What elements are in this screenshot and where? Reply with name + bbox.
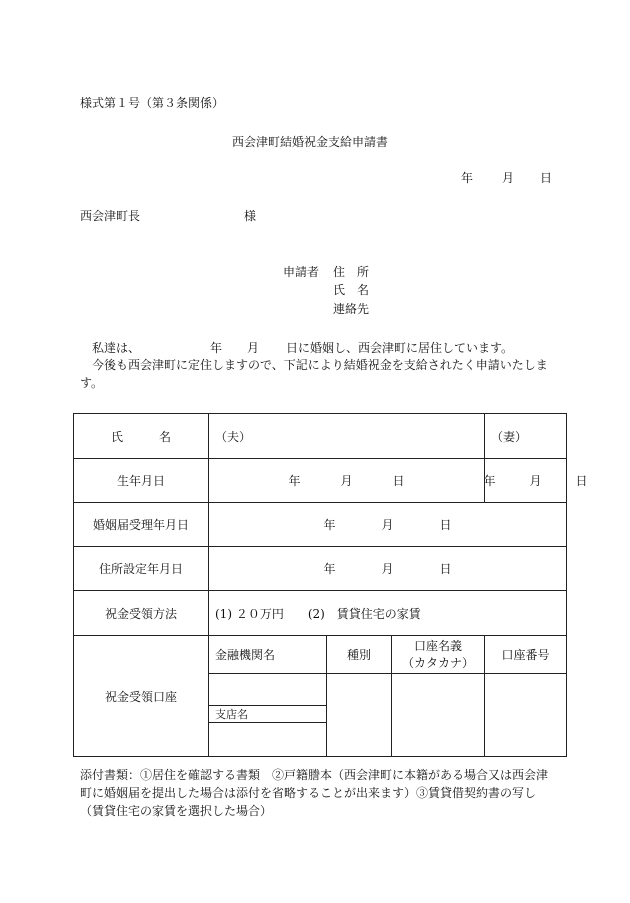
table-row xyxy=(74,591,567,636)
year-label: 年 xyxy=(323,562,336,576)
account-type-input[interactable] xyxy=(327,674,392,757)
attachments-note: 添付書類：①居住を確認する書類 ②戸籍謄本（西会津町に本籍がある場合又は西会津町に婚姻届を提出した場合は添付を省略することが出来ます）③賃貸借契約書の写し（賃貸住宅の家賃を選択した場合） xyxy=(80,768,549,818)
branch-name-input[interactable] xyxy=(209,723,327,757)
table-row xyxy=(74,503,567,547)
table-row xyxy=(74,459,567,503)
statement-line-2: 今後も西会津町に定住しますので、下記により結婚祝金を支給されたく申請いたします。 xyxy=(80,358,548,390)
wife-birth-cell[interactable] xyxy=(483,459,588,503)
name-label: 氏 名 xyxy=(74,414,209,459)
marriage-date-label: 婚姻届受理年月日 xyxy=(74,503,209,547)
statement-day-suffix: 日に婚姻し、西会津町に居住しています。 xyxy=(286,341,514,355)
address-set-date xyxy=(215,560,560,577)
wife-label: （妻） xyxy=(491,429,528,444)
husband-birth-cell[interactable] xyxy=(209,459,485,503)
applicant-label: 申請者 xyxy=(283,265,320,279)
account-holder-header xyxy=(392,636,485,674)
applicant-address-label: 住 所 xyxy=(333,265,370,279)
month-label: 月 xyxy=(529,474,542,488)
day-label: 日 xyxy=(439,562,452,576)
date-day-label: 日 xyxy=(540,171,553,185)
month-label: 月 xyxy=(381,562,394,576)
account-holder-label: 口座名義 xyxy=(414,638,463,653)
account-holder-kana-label: （カタカナ） xyxy=(402,655,475,670)
birth-date-label: 生年月日 xyxy=(74,459,209,503)
table-row xyxy=(74,547,567,591)
receipt-method-label: 祝金受領方法 xyxy=(74,591,209,636)
statement-prefix: 私達は、 xyxy=(92,341,141,355)
bank-name-label: 金融機関名 xyxy=(209,636,327,674)
wife-name-cell[interactable] xyxy=(485,414,567,459)
application-table xyxy=(73,413,588,757)
date-year-label: 年 xyxy=(461,171,474,185)
month-label: 月 xyxy=(340,474,353,488)
year-label: 年 xyxy=(288,474,301,488)
page-title: 西会津町結婚祝金支給申請書 xyxy=(232,135,389,149)
account-type-label: 種別 xyxy=(327,636,392,674)
day-label: 日 xyxy=(439,518,452,532)
table-row xyxy=(74,414,567,459)
branch-name-label: 支店名 xyxy=(209,706,327,723)
applicant-contact-label: 連絡先 xyxy=(333,302,370,316)
day-label: 日 xyxy=(392,474,405,488)
address-set-date-label: 住所設定年月日 xyxy=(74,547,209,591)
statement-year: 年 xyxy=(210,341,223,355)
bank-name-input[interactable] xyxy=(209,674,327,706)
table-row xyxy=(74,636,567,674)
receipt-method-options[interactable]: (1) ２０万円 (2) 賃貸住宅の家賃 xyxy=(209,591,567,636)
husband-name-cell[interactable] xyxy=(209,414,485,459)
month-label: 月 xyxy=(381,518,394,532)
year-label: 年 xyxy=(483,474,496,488)
applicant-name-label: 氏 名 xyxy=(333,283,370,297)
husband-birth-date xyxy=(215,472,478,489)
address-set-date-cell[interactable] xyxy=(209,547,567,591)
date-month-label: 月 xyxy=(502,171,515,185)
account-holder-input[interactable] xyxy=(392,674,485,757)
form-number: 様式第１号（第３条関係） xyxy=(80,96,225,110)
marriage-date xyxy=(215,516,560,533)
year-label: 年 xyxy=(323,518,336,532)
account-number-label: 口座番号 xyxy=(485,636,567,674)
wife-birth-date xyxy=(483,472,588,489)
husband-label: （夫） xyxy=(215,429,252,444)
marriage-date-cell[interactable] xyxy=(209,503,567,547)
honorific: 様 xyxy=(244,209,257,223)
account-number-input[interactable] xyxy=(485,674,567,757)
account-label: 祝金受領口座 xyxy=(74,636,209,757)
day-label: 日 xyxy=(575,474,588,488)
addressee: 西会津町長 xyxy=(80,209,141,223)
statement-month: 月 xyxy=(247,341,260,355)
